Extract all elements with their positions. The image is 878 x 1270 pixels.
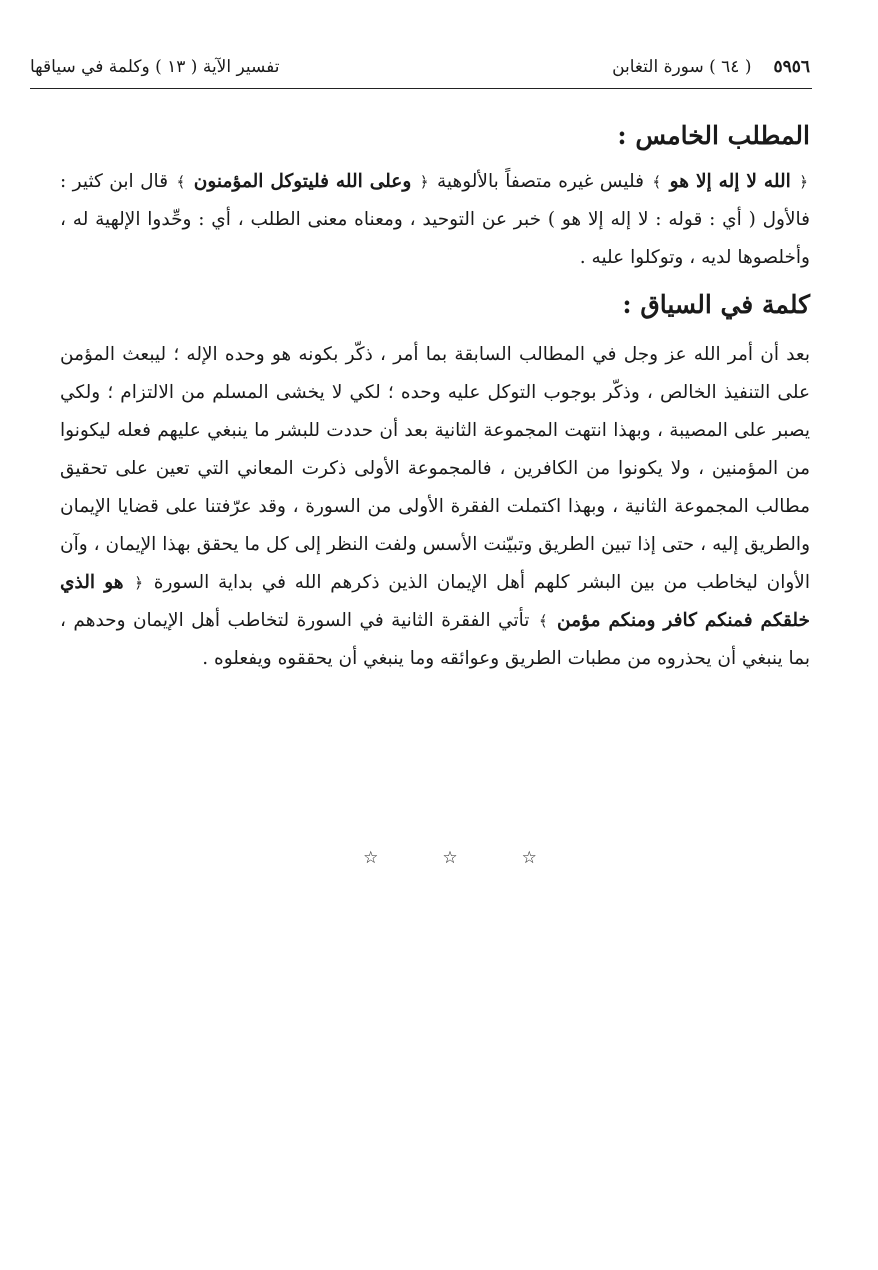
header-right [612, 57, 810, 77]
quran-verse: هو الذي خلقكم فمنكم كافر ومنكم مؤمن [60, 572, 810, 631]
quran-bracket-open: ﴿ [419, 173, 429, 191]
section-separator [300, 848, 600, 868]
quran-bracket-close: ﴾ [652, 173, 662, 191]
star-icon: ☆ [442, 848, 458, 868]
surah-label: ( ٦٤ ) سورة التغابن [612, 57, 752, 77]
quran-verse: الله لا إله إلا هو [669, 171, 791, 192]
commentary-text: تأتي الفقرة الثانية في السورة لتخاطب أهل الإيمان وحدهم ، بما ينبغي أن يحذروه من مطبات الطريق وعوائقه وما ينبغي أن يحققوه ويفعلوه . [60, 610, 810, 669]
context-paragraph [60, 336, 810, 678]
section5-heading: المطلب الخامس : [617, 121, 810, 150]
section5-paragraph [60, 163, 810, 277]
star-icon: ☆ [521, 848, 537, 868]
quran-bracket-close: ﴾ [538, 612, 548, 630]
quran-bracket-close: ﴾ [176, 173, 186, 191]
header-divider [30, 88, 812, 89]
star-icon: ☆ [363, 848, 379, 868]
commentary-text: بعد أن أمر الله عز وجل في المطالب السابقة بما أمر ، ذكّر بكونه هو وحده الإله ؛ ليبعث المؤمن على التنفيذ الخالص ، وذكّر بوجوب التوكل عليه وحده ؛ لكي لا يخشى المسلم من الالتزام ؛ ولكي يصبر على المصيبة ، وبهذا انتهت المجموعة الثانية بعد أن حددت للبشر ما ينبغي عليهم فعله ليكونوا من المؤمنين ، ولا يكونوا من الكافرين ، فالمجموعة الأولى ذكرت المعاني التي تعين على تحقيق مطالب المجموعة الثانية ، وبهذا اكتملت الفقرة الأولى من السورة ، وقد عرّفتنا على قضايا الإيمان والطريق إليه ، حتى إذا تبين الطريق وتبيّنت الأسس ولفت النظر إلى كل ما يحقق بهذا الإيمان ، وآن الأوان ليخاطب من بين البشر كلهم أهل الإيمان الذين ذكرهم الله في بداية السورة [60, 344, 811, 593]
commentary-text: قال ابن كثير : فالأول ( أي : قوله : لا إله إلا هو ) خبر عن التوحيد ، ومعناه معنى الطلب ، أي : وحِّدوا الإلهية له ، وأخلصوها لديه ، وتوكلوا عليه . [60, 171, 810, 268]
quran-bracket-open: ﴿ [134, 574, 144, 592]
quran-verse: وعلى الله فليتوكل المؤمنون [193, 171, 412, 192]
context-heading: كلمة في السياق : [622, 290, 810, 319]
quran-bracket-open: ﴿ [799, 173, 808, 191]
section-label: تفسير الآية ( ١٣ ) وكلمة في سياقها [30, 57, 280, 77]
commentary-text: فليس غيره متصفاً بالألوهية [436, 171, 644, 192]
page-body [60, 108, 810, 678]
page-number: ٥٩٥٦ [773, 57, 810, 77]
running-header [30, 50, 810, 84]
